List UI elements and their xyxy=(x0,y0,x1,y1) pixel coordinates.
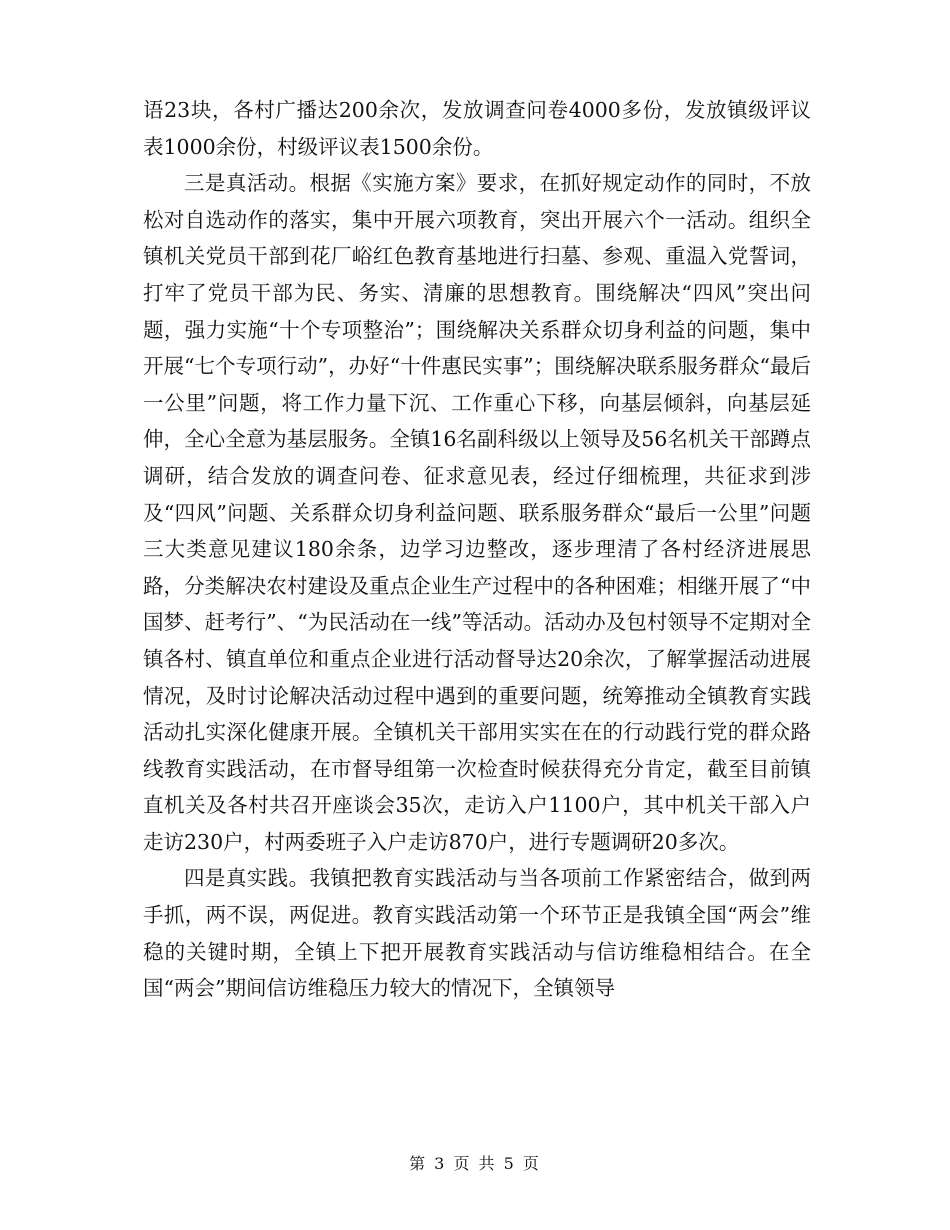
page-number-footer: 第 3 页 共 5 页 xyxy=(409,1154,541,1173)
paragraph-continued: 语23块，各村广播达200余次，发放调查问卷4000多份，发放镇级评议表1000余份，村级评议表1500余份。 xyxy=(143,98,811,159)
document-body xyxy=(143,92,811,1007)
paragraph-third-activity: 三是真活动。根据《实施方案》要求，在抓好规定动作的同时，不放松对自选动作的落实，集中开展六项教育，突出开展六个一活动。组织全镇机关党员干部到花厂峪红色教育基地进行扫墓、参观、重温入党誓词，打牢了党员干部为民、务实、清廉的思想教育。围绕解决“四风”突出问题，强力实施“十个专项整治”；围绕解决关系群众切身利益的问题，集中开展“七个专项行动”，办好“十件惠民实事”；围绕解决联系服务群众“最后一公里”问题，将工作力量下沉、工作重心下移，向基层倾斜，向基层延伸，全心全意为基层服务。全镇16名副科级以上领导及56名机关干部蹲点调研，结合发放的调查问卷、征求意见表，经过仔细梳理，共征求到涉及“四风”问题、关系群众切身利益问题、联系服务群众“最后一公里”问题三大类意见建议180余条，边学习边整改，逐步理清了各村经济进展思路，分类解决农村建设及重点企业生产过程中的各种困难；相继开展了“中国梦、赶考行”、“为民活动在一线”等活动。活动办及包村领导不定期对全镇各村、镇直单位和重点企业进行活动督导达20余次，了解掌握活动进展情况，及时讨论解决活动过程中遇到的重要问题，统筹推动全镇教育实践活动扎实深化健康开展。全镇机关干部用实实在在的行动践行党的群众路线教育实践活动，在市督导组第一次检查时候获得充分肯定，截至目前镇直机关及各村共召开座谈会35次，走访入户1100户，其中机关干部入户走访230户，村两委班子入户走访870户，进行专题调研20多次。 xyxy=(143,171,811,854)
paragraph-fourth-practice: 四是真实践。我镇把教育实践活动与当各项前工作紧密结合，做到两手抓，两不误，两促进。教育实践活动第一个环节正是我镇全国“两会”维稳的关键时期，全镇上下把开展教育实践活动与信访维稳相结合。在全国“两会”期间信访维稳压力较大的情况下，全镇领导 xyxy=(143,866,811,1001)
